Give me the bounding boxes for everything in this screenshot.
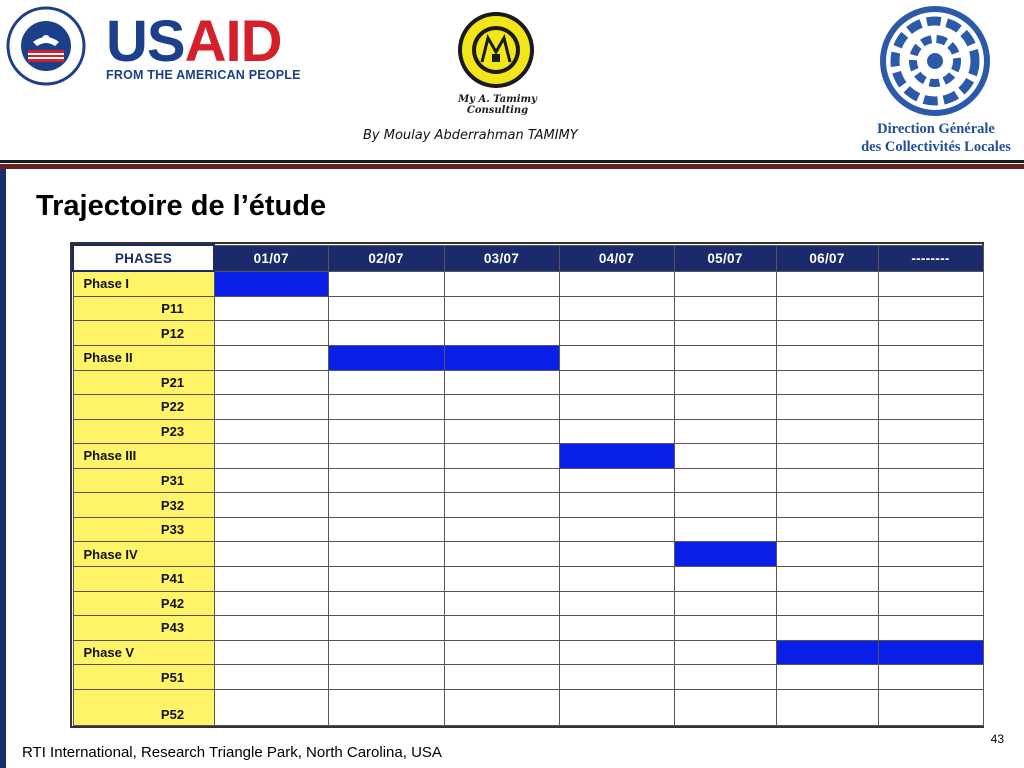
schedule-cell (559, 271, 674, 296)
subphase-label: P11 (73, 296, 214, 321)
schedule-cell (214, 444, 328, 469)
schedule-cell (776, 690, 878, 726)
schedule-cell (674, 591, 776, 616)
schedule-cell (444, 517, 559, 542)
schedule-cell (559, 321, 674, 346)
schedule-cell (444, 370, 559, 395)
schedule-cell (559, 567, 674, 592)
schedule-cell (878, 616, 983, 641)
table-row (73, 640, 983, 665)
schedule-cell (214, 542, 328, 567)
table-row (73, 616, 983, 641)
usaid-seal-icon (6, 6, 86, 86)
phase-label: Phase V (73, 640, 214, 665)
schedule-cell (878, 493, 983, 518)
schedule-bar-cell (878, 640, 983, 665)
schedule-cell (444, 296, 559, 321)
schedule-cell (878, 468, 983, 493)
schedule-cell (444, 616, 559, 641)
schedule-bar-cell (214, 271, 328, 296)
schedule-cell (878, 567, 983, 592)
schedule-cell (328, 271, 444, 296)
schedule-cell (674, 296, 776, 321)
usaid-logo (6, 6, 316, 88)
usaid-wordmark (106, 9, 282, 74)
schedule-cell (878, 444, 983, 469)
schedule-cell (559, 690, 674, 726)
consulting-logo (440, 10, 555, 116)
dgcl-line-2: des Collectivités Locales (861, 139, 1011, 155)
schedule-cell (674, 444, 776, 469)
page-number: 43 (990, 732, 1004, 746)
schedule-cell (444, 271, 559, 296)
schedule-cell (776, 468, 878, 493)
schedule-cell (328, 468, 444, 493)
dgcl-emblem-icon (880, 6, 990, 116)
schedule-cell (444, 444, 559, 469)
schedule-cell (776, 567, 878, 592)
schedule-cell (776, 345, 878, 370)
schedule-cell (674, 493, 776, 518)
schedule-cell (674, 271, 776, 296)
schedule-cell (214, 395, 328, 420)
schedule-bar-cell (776, 640, 878, 665)
usaid-tagline: FROM THE AMERICAN PEOPLE (106, 68, 301, 82)
slide-title: Trajectoire de l’étude (36, 190, 327, 222)
schedule-cell (878, 321, 983, 346)
schedule-cell (674, 419, 776, 444)
schedule-cell (559, 345, 674, 370)
schedule-cell (214, 591, 328, 616)
schedule-cell (674, 468, 776, 493)
table-row (73, 345, 983, 370)
subphase-label: P41 (73, 567, 214, 592)
subphase-label: P43 (73, 616, 214, 641)
column-header-date: 03/07 (444, 245, 559, 271)
schedule-cell (776, 616, 878, 641)
author-byline: By Moulay Abderrahman TAMIMY (363, 128, 578, 143)
subphase-label: P51 (73, 665, 214, 690)
schedule-body (73, 271, 983, 726)
schedule-bar-cell (444, 345, 559, 370)
schedule-cell (776, 271, 878, 296)
schedule-cell (328, 690, 444, 726)
schedule-cell (878, 370, 983, 395)
schedule-cell (559, 419, 674, 444)
schedule-cell (214, 493, 328, 518)
schedule-cell (214, 468, 328, 493)
schedule-cell (559, 616, 674, 641)
schedule-cell (674, 345, 776, 370)
table-row (73, 591, 983, 616)
schedule-cell (444, 493, 559, 518)
subphase-label: P23 (73, 419, 214, 444)
gantt-table (72, 244, 984, 726)
schedule-table (70, 242, 984, 728)
schedule-cell (674, 395, 776, 420)
schedule-cell (328, 640, 444, 665)
table-row (73, 542, 983, 567)
schedule-cell (214, 616, 328, 641)
schedule-cell (776, 395, 878, 420)
schedule-cell (444, 591, 559, 616)
schedule-cell (328, 591, 444, 616)
schedule-cell (328, 395, 444, 420)
schedule-cell (444, 665, 559, 690)
subphase-label: P42 (73, 591, 214, 616)
schedule-cell (214, 690, 328, 726)
schedule-cell (444, 690, 559, 726)
schedule-cell (328, 321, 444, 346)
schedule-cell (878, 271, 983, 296)
schedule-cell (776, 665, 878, 690)
schedule-cell (328, 444, 444, 469)
schedule-cell (214, 665, 328, 690)
schedule-cell (444, 567, 559, 592)
schedule-cell (444, 395, 559, 420)
phase-label: Phase IV (73, 542, 214, 567)
table-row (73, 296, 983, 321)
table-row (73, 665, 983, 690)
dgcl-logo (850, 6, 1022, 158)
phase-label: Phase I (73, 271, 214, 296)
column-header-phases: PHASES (73, 245, 214, 271)
schedule-bar-cell (674, 542, 776, 567)
header-rule-dark (0, 160, 1024, 163)
table-row (73, 321, 983, 346)
phase-label: Phase III (73, 444, 214, 469)
slide-footer: RTI International, Research Triangle Park, North Carolina, USA (22, 744, 442, 761)
schedule-cell (878, 296, 983, 321)
schedule-cell (328, 616, 444, 641)
subphase-label: P21 (73, 370, 214, 395)
column-header-date: 02/07 (328, 245, 444, 271)
schedule-bar-cell (559, 444, 674, 469)
schedule-cell (559, 395, 674, 420)
schedule-cell (328, 296, 444, 321)
schedule-cell (776, 517, 878, 542)
schedule-cell (444, 321, 559, 346)
schedule-cell (214, 296, 328, 321)
schedule-cell (674, 370, 776, 395)
schedule-cell (776, 591, 878, 616)
subphase-label: P22 (73, 395, 214, 420)
schedule-cell (776, 493, 878, 518)
schedule-cell (878, 542, 983, 567)
consulting-caption: My A. Tamimy Consulting (458, 94, 537, 116)
column-header-date: 01/07 (214, 245, 328, 271)
subphase-label: P32 (73, 493, 214, 518)
schedule-cell (878, 345, 983, 370)
schedule-cell (776, 370, 878, 395)
schedule-cell (328, 665, 444, 690)
table-row (73, 517, 983, 542)
schedule-cell (878, 419, 983, 444)
subphase-label: P31 (73, 468, 214, 493)
left-accent-bar (0, 169, 6, 768)
schedule-cell (328, 419, 444, 444)
schedule-cell (444, 640, 559, 665)
schedule-cell (878, 395, 983, 420)
schedule-cell (559, 517, 674, 542)
table-row (73, 493, 983, 518)
table-row (73, 444, 983, 469)
schedule-cell (878, 690, 983, 726)
column-header-date: 06/07 (776, 245, 878, 271)
schedule-cell (328, 567, 444, 592)
schedule-cell (559, 591, 674, 616)
schedule-cell (776, 444, 878, 469)
schedule-cell (214, 517, 328, 542)
schedule-cell (444, 542, 559, 567)
schedule-cell (559, 370, 674, 395)
schedule-cell (674, 321, 776, 346)
schedule-cell (674, 665, 776, 690)
schedule-cell (674, 690, 776, 726)
schedule-cell (214, 321, 328, 346)
schedule-cell (328, 542, 444, 567)
schedule-cell (214, 370, 328, 395)
schedule-bar-cell (328, 345, 444, 370)
schedule-cell (776, 542, 878, 567)
schedule-cell (328, 493, 444, 518)
schedule-cell (776, 321, 878, 346)
table-row (73, 468, 983, 493)
schedule-cell (444, 419, 559, 444)
table-row (73, 419, 983, 444)
table-row (73, 690, 983, 726)
table-row (73, 567, 983, 592)
schedule-cell (559, 542, 674, 567)
column-header-date: 05/07 (674, 245, 776, 271)
dgcl-name (850, 120, 1022, 156)
schedule-cell (878, 665, 983, 690)
consulting-emblem-icon (448, 10, 544, 92)
schedule-cell (674, 616, 776, 641)
schedule-cell (214, 345, 328, 370)
schedule-cell (328, 517, 444, 542)
table-row (73, 271, 983, 296)
header-rule-maroon (0, 164, 1024, 169)
column-header-date: 04/07 (559, 245, 674, 271)
schedule-cell (776, 419, 878, 444)
schedule-cell (559, 296, 674, 321)
schedule-cell (674, 640, 776, 665)
column-header-date: -------- (878, 245, 983, 271)
schedule-cell (559, 493, 674, 518)
subphase-label: P12 (73, 321, 214, 346)
schedule-cell (328, 370, 444, 395)
phase-label: Phase II (73, 345, 214, 370)
table-row (73, 370, 983, 395)
schedule-cell (559, 468, 674, 493)
schedule-cell (878, 591, 983, 616)
dgcl-line-1: Direction Générale (877, 121, 995, 137)
schedule-cell (674, 567, 776, 592)
schedule-cell (776, 296, 878, 321)
schedule-cell (214, 567, 328, 592)
schedule-header (73, 245, 983, 271)
usaid-word-aid: AID (184, 9, 282, 74)
schedule-cell (444, 468, 559, 493)
schedule-cell (674, 517, 776, 542)
schedule-cell (559, 665, 674, 690)
table-row (73, 395, 983, 420)
usaid-word-us: US (106, 9, 185, 74)
subphase-label: P33 (73, 517, 214, 542)
schedule-cell (878, 517, 983, 542)
schedule-cell (214, 419, 328, 444)
schedule-cell (559, 640, 674, 665)
subphase-label: P52 (73, 690, 214, 726)
schedule-cell (214, 640, 328, 665)
